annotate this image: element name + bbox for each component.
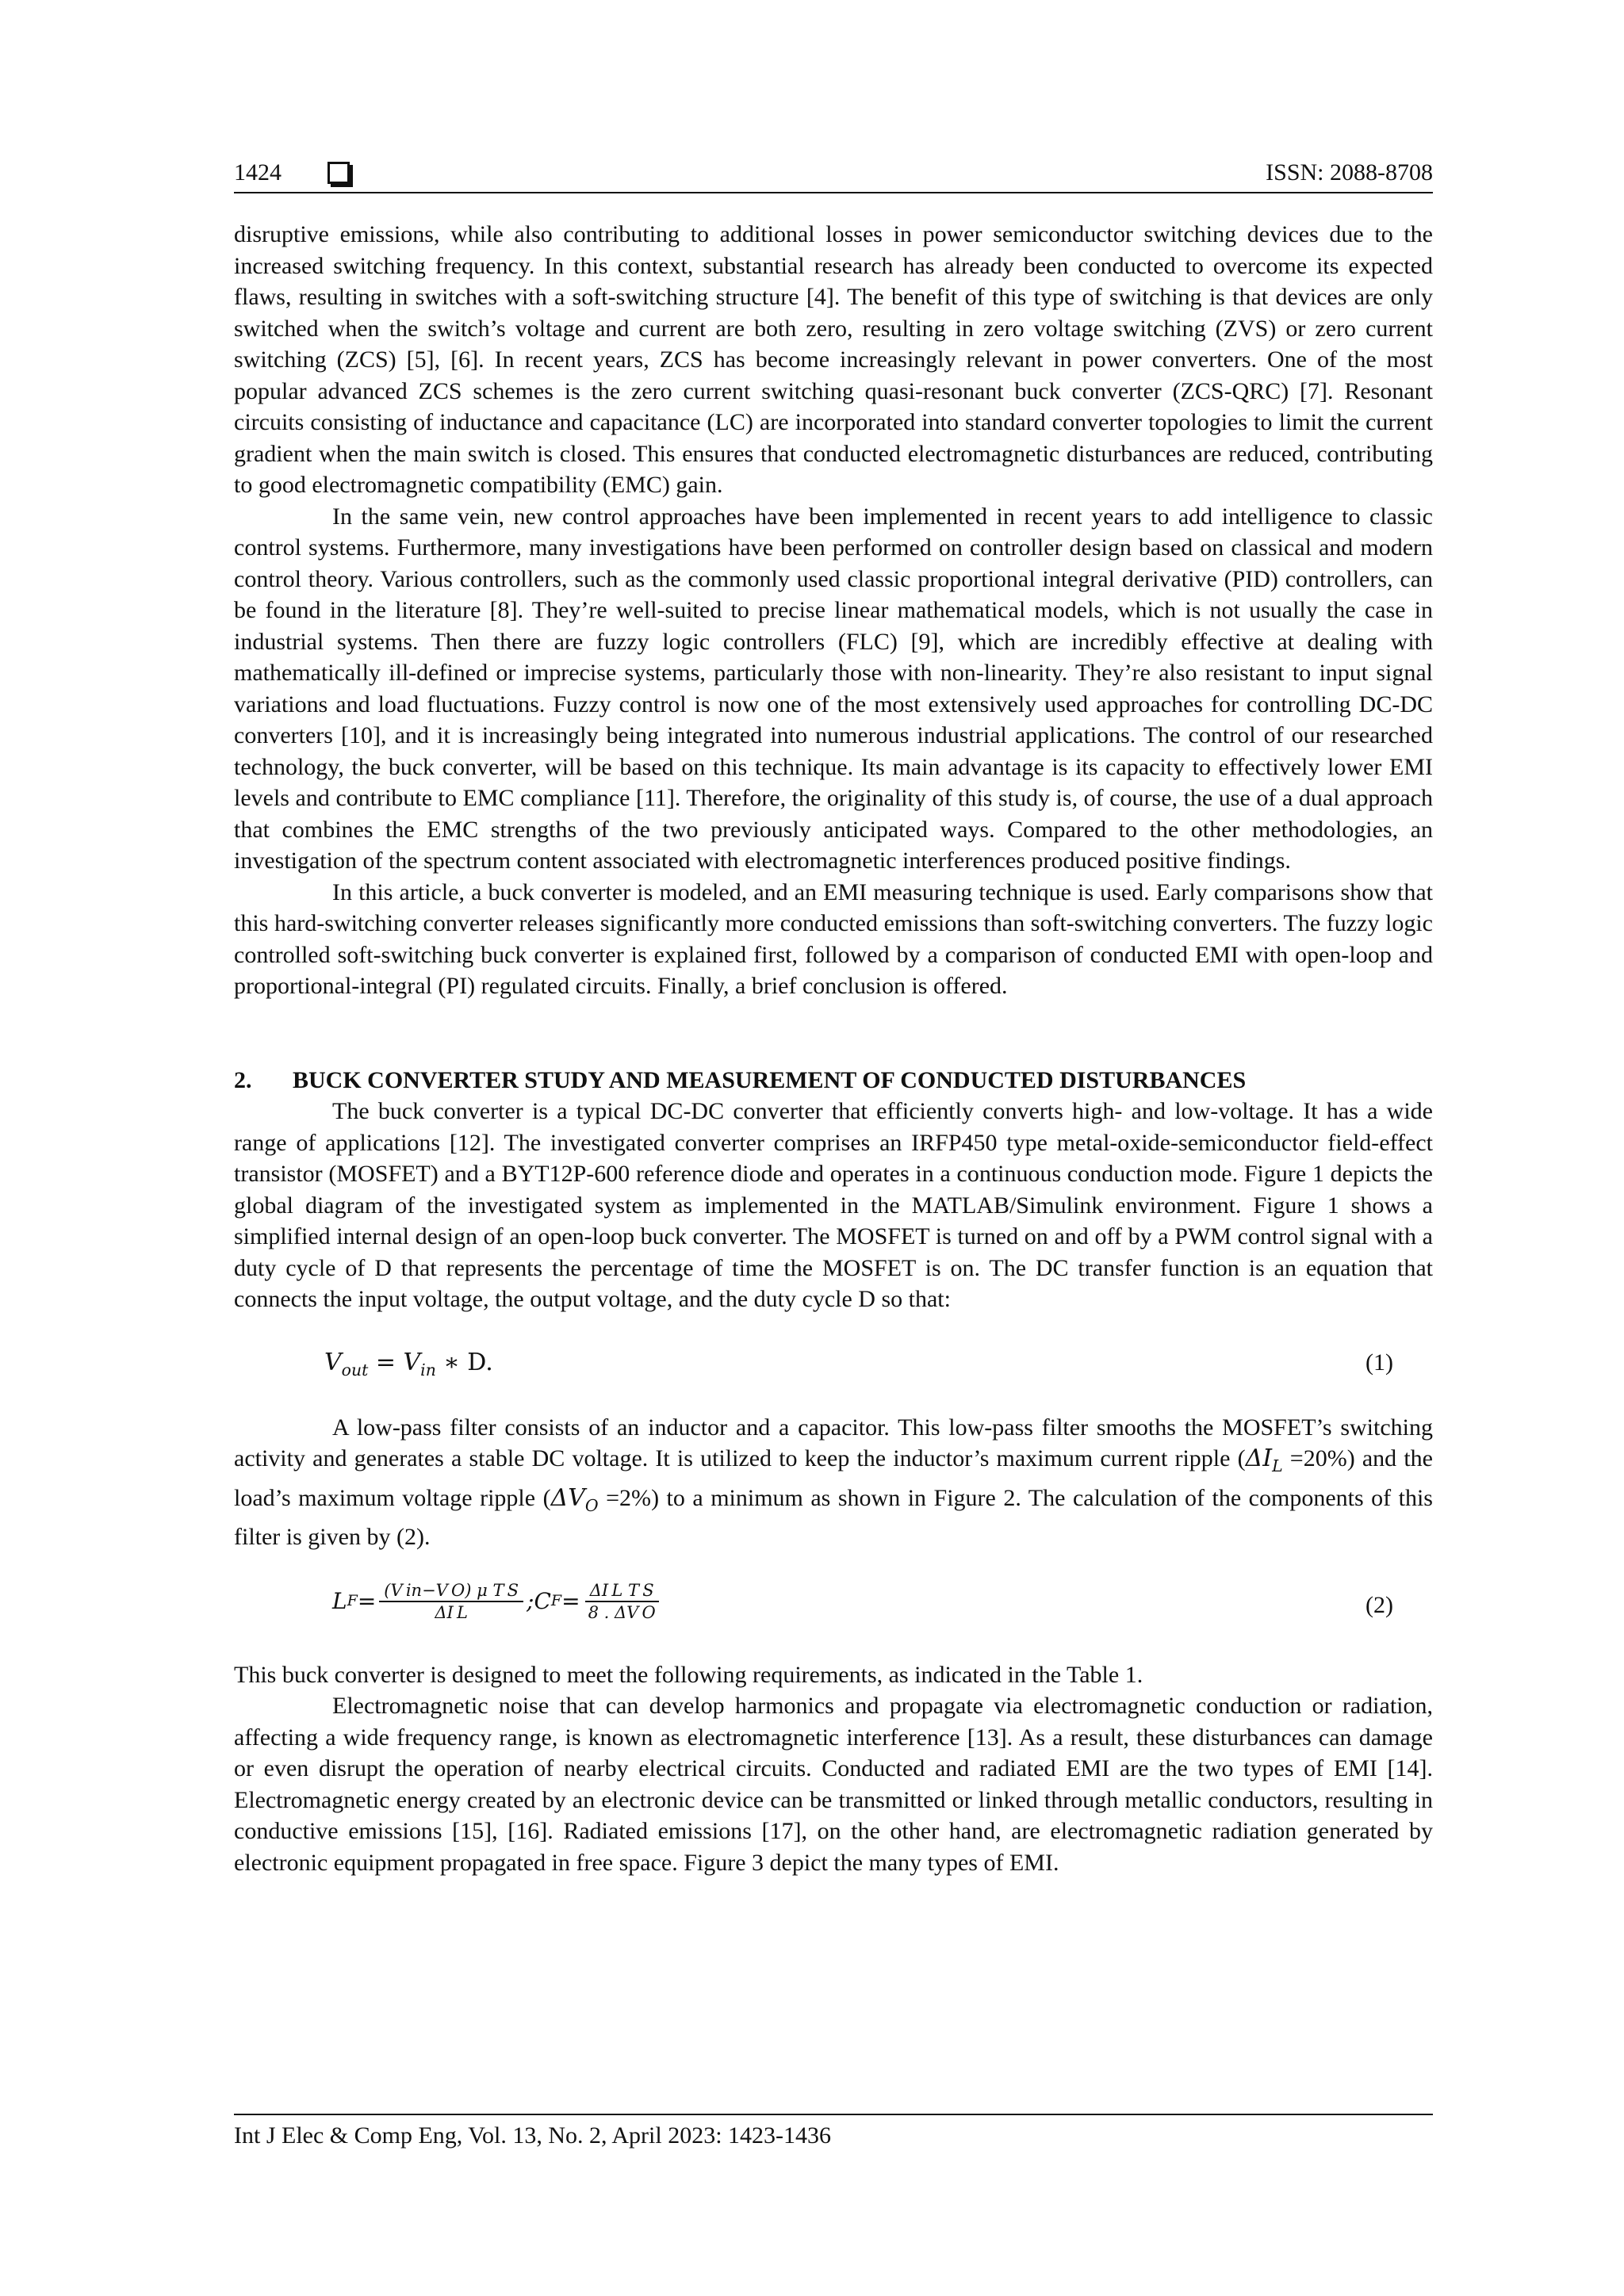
paragraph-5: A low-pass filter consists of an inductor and a capacitor. This low-pass filter smooths the MOSFET’s switching activity and generates a stable DC voltage. It is utilized to keep the inductor’s maximum current ripple $(\Delta I_L =20\%)$ and the load’s maximum voltage ripple $(\Delta V_O =2\%)$ to a minimum as shown in Figure 2. The calculation of the components of this filter is given by (2). xyxy=(234,1414,1433,1550)
square-bullet-icon xyxy=(327,162,350,184)
capacitor-fraction: $\frac{\text{ΔI L T S}}{\text{8 . ΔV O}}$ xyxy=(584,1580,661,1623)
section-number: 2. xyxy=(234,1066,252,1093)
section-spacer xyxy=(234,1002,1433,1065)
equation-2 xyxy=(234,1580,1433,1629)
inductor-fraction: $\frac{\text{(V in−V O) μ T S}}{\text{ΔI L}}$ xyxy=(379,1580,523,1623)
paragraph-6: This buck converter is designed to meet the following requirements, as indicated in the Table 1. xyxy=(234,1661,1143,1688)
equation-1-body: $V_{out} = V_{in}$ ∗ D. xyxy=(324,1348,493,1380)
equation-1-number: (1) xyxy=(1365,1349,1393,1376)
issn-label: ISSN: 2088-8708 xyxy=(1266,159,1433,186)
section-title: BUCK CONVERTER STUDY AND MEASUREMENT OF CONDUCTED DISTURBANCES xyxy=(293,1066,1247,1093)
page-header xyxy=(234,155,1433,190)
equation-2-body: L F = $\frac{\text{(V in−V O) μ T S}}{\text{ΔI L}}$ ; C F = $\frac{\text{ΔI L T S}}{\text{8 . ΔV O}}$ xyxy=(332,1580,664,1623)
paragraph-2: In the same vein, new control approaches have been implemented in recent years to add intelligence to classic control systems. Furthermore, many investigations have been performed on controller design based on classical and modern control theory. Various controllers, such as the commonly used classic proportional integral derivative (PID) controllers, can be found in the literature [8]. They’re well-suited to precise linear mathematical models, which is not usually the case in industrial systems. Then there are fuzzy logic controllers (FLC) [9], which are incredibly effective at dealing with mathematically ill-defined or imprecise systems, particularly those with non-linearity. They’re also resistant to input signal variations and load fluctuations. Fuzzy control is now one of the most extensively used approaches for controlling DC-DC converters [10], and it is increasingly being integrated into numerous industrial applications. The control of our researched technology, the buck converter, will be based on this technique. Its main advantage is its capacity to effectively lower EMI levels and contribute to EMC compliance [11]. Therefore, the originality of this study is, of course, the use of a dual approach that combines the EMC strengths of the two previously anticipated ways. Compared to the other methodologies, an investigation of the spectrum content associated with electromagnetic interferences produced positive findings. xyxy=(234,503,1433,874)
article-body xyxy=(234,219,1433,1878)
paragraph-4: The buck converter is a typical DC-DC converter that efficiently converts high- and low-voltage. It has a wide range of applications [12]. The investigated converter comprises an IRFP450 type metal-oxide-semiconductor field-effect transistor (MOSFET) and a BYT12P-600 reference diode and operates in a continuous conduction mode. Figure 1 depicts the global diagram of the investigated system as implemented in the MATLAB/Simulink environment. Figure 1 shows a simplified internal design of an open-loop buck converter. The MOSFET is turned on and off by a PWM control signal with a duty cycle of D that represents the percentage of time the MOSFET is on. The DC transfer function is an equation that connects the input voltage, the output voltage, and the duty cycle D so that: xyxy=(234,1098,1433,1312)
header-rule xyxy=(234,192,1433,193)
paragraph-1: disruptive emissions, while also contributing to additional losses in power semiconductor switching devices due to the increased switching frequency. In this context, substantial research has already been conducted to overcome its expected flaws, resulting in switches with a soft-switching structure [4]. The benefit of this type of switching is that devices are only switched when the switch’s voltage and current are both zero, resulting in zero voltage switching (ZVS) or zero current switching (ZCS) [5], [6]. In recent years, ZCS has become increasingly relevant in power converters. One of the most popular advanced ZCS schemes is the zero current switching quasi-resonant buck converter (ZCS-QRC) [7]. Resonant circuits consisting of inductance and capacitance (LC) are incorporated into standard converter topologies to limit the current gradient when the main switch is closed. This ensures that conducted electromagnetic disturbances are reduced, contributing to good electromagnetic compatibility (EMC) gain. xyxy=(234,221,1433,498)
footer-rule xyxy=(234,2114,1433,2115)
footer-citation: Int J Elec & Comp Eng, Vol. 13, No. 2, April 2023: 1423-1436 xyxy=(234,2122,832,2149)
paragraph-3: In this article, a buck converter is modeled, and an EMI measuring technique is used. Early comparisons show that this hard-switching converter releases significantly more conducted emissions than soft-switching converters. The fuzzy logic controlled soft-switching buck converter is explained first, followed by a comparison of conducted EMI with open-loop and proportional-integral (PI) regulated circuits. Finally, a brief conclusion is offered. xyxy=(234,878,1433,999)
paragraph-7: Electromagnetic noise that can develop harmonics and propagate via electromagnetic conduction or radiation, affecting a wide frequency range, is known as electromagnetic interference [13]. As a result, these disturbances can damage or even disrupt the operation of nearby electrical circuits. Conducted and radiated EMI are the two types of EMI [14]. Electromagnetic energy created by an electronic device can be transmitted or linked through metallic conductors, resulting in conductive emissions [15], [16]. Radiated emissions [17], on the other hand, are electromagnetic radiation generated by electronic equipment propagated in free space. Figure 3 depict the many types of EMI. xyxy=(234,1693,1433,1876)
page-number: 1424 xyxy=(234,159,282,186)
equation-2-number: (2) xyxy=(1365,1591,1393,1618)
equation-1 xyxy=(234,1347,1433,1379)
section-heading xyxy=(234,1065,1433,1096)
